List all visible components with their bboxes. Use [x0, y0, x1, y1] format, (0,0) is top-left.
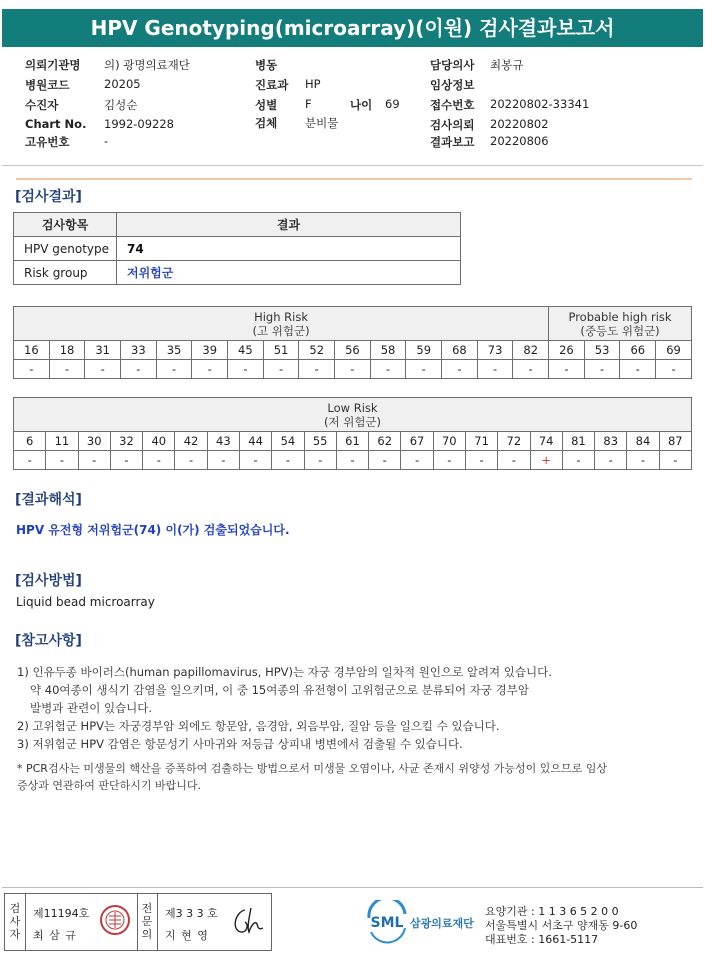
- hospital-code-value: 20205: [104, 77, 141, 91]
- institution-value: 의) 광명의료재단: [104, 58, 190, 72]
- genotype-cell: 33: [121, 341, 157, 360]
- ward-label: 병동: [255, 58, 278, 72]
- high-risk-caption: High Risk (고 위험군): [14, 307, 549, 341]
- method-text: Liquid bead microarray: [16, 595, 155, 609]
- report-title: HPV Genotyping(microarray)(이원) 검사결과보고서: [2, 9, 703, 47]
- genotype-result: -: [207, 451, 239, 470]
- notes-list: [17, 663, 552, 753]
- table-row: [14, 237, 461, 261]
- genotype-cell: 61: [336, 432, 368, 451]
- genotype-result: -: [442, 360, 478, 379]
- genotype-cell: 58: [370, 341, 406, 360]
- genotype-result: -: [192, 360, 228, 379]
- receipt-value: 20220802-33341: [490, 97, 590, 111]
- genotype-cell: 45: [228, 341, 264, 360]
- genotype-result: -: [143, 451, 175, 470]
- genotype-cell: 87: [659, 432, 691, 451]
- genotype-result: -: [175, 451, 207, 470]
- tester-label-cell: [5, 894, 26, 950]
- note-line: 약 40여종이 생식기 감염을 일으키며, 이 중 15여종의 유전형이 고위험군으로 분류되어 자궁 경부암: [30, 683, 529, 697]
- genotype-result: -: [228, 360, 264, 379]
- genotype-cell: 18: [49, 341, 85, 360]
- tester-number: 제11194호: [33, 907, 90, 920]
- svg-text:SML: SML: [370, 915, 404, 931]
- sml-logo-icon: [365, 900, 409, 944]
- genotype-cell: 43: [207, 432, 239, 451]
- doctor-value: 최봉규: [490, 58, 524, 72]
- note-line: 3) 저위험군 HPV 감염은 항문성기 사마귀와 저등급 상피내 병변에서 검출될 수 있습니다.: [17, 737, 463, 751]
- specialist-label-cell: [137, 894, 158, 950]
- genotype-result: -: [14, 451, 46, 470]
- genotype-cell: 56: [335, 341, 371, 360]
- genotype-result: -: [369, 451, 401, 470]
- sex-label: 성별: [255, 98, 278, 112]
- dept-label: 진료과: [255, 78, 289, 92]
- genotype-cell: 44: [239, 432, 271, 451]
- genotype-result: -: [14, 360, 50, 379]
- doctor-label: 담당의사: [430, 58, 475, 72]
- genotype-result: -: [513, 360, 549, 379]
- genotype-result: -: [627, 451, 659, 470]
- unique-value: -: [104, 134, 109, 148]
- genotype-cell: 31: [85, 341, 121, 360]
- genotype-result: -: [304, 451, 336, 470]
- col-result-header: 결과: [117, 213, 461, 237]
- genotype-cell: 84: [627, 432, 659, 451]
- recipient-value: 김성순: [104, 98, 138, 112]
- notes-section-title: [참고사항]: [15, 633, 82, 649]
- genotype-cell: 40: [143, 432, 175, 451]
- genotype-result: -: [156, 360, 192, 379]
- low-risk-grid: [13, 397, 692, 470]
- specimen-value: 분비물: [305, 116, 339, 130]
- genotype-cell: 81: [562, 432, 594, 451]
- request-label: 검사의뢰: [430, 118, 475, 132]
- genotype-cell: 26: [549, 341, 585, 360]
- age-label: 나이: [350, 98, 373, 112]
- genotype-result: -: [465, 451, 497, 470]
- genotype-result: -: [595, 451, 627, 470]
- genotype-cell: 67: [401, 432, 433, 451]
- method-section-title: [검사방법]: [15, 573, 82, 589]
- genotype-cell: 32: [110, 432, 142, 451]
- genotype-cell: 82: [513, 341, 549, 360]
- genotype-cell: 69: [656, 341, 692, 360]
- high-risk-grid: [13, 306, 692, 379]
- genotype-result: -: [433, 451, 465, 470]
- genotype-result: -: [263, 360, 299, 379]
- sex-value: F: [305, 97, 312, 111]
- institution-row: 의뢰기관명: [25, 58, 81, 72]
- genotype-cell: 35: [156, 341, 192, 360]
- genotype-result: -: [299, 360, 335, 379]
- genotype-result: -: [335, 360, 371, 379]
- footer-divider: [2, 887, 703, 888]
- recipient-label: 수진자: [25, 98, 59, 112]
- genotype-result: -: [49, 360, 85, 379]
- genotype-cell: 54: [272, 432, 304, 451]
- chart-value: 1992-09228: [104, 117, 174, 131]
- genotype-result: -: [370, 360, 406, 379]
- genotype-result: -: [272, 451, 304, 470]
- result-item: Risk group: [14, 261, 117, 285]
- note-line: 2) 고위험군 HPV는 자궁경부암 외에도 항문암, 음경암, 외음부암, 질암 등을 일으킬 수 있습니다.: [17, 719, 500, 733]
- genotype-result: -: [78, 451, 110, 470]
- result-value: 저위험군: [117, 261, 461, 285]
- tester-cell: [25, 894, 138, 950]
- tester-label: 검사자: [9, 902, 21, 941]
- request-value: 20220802: [490, 117, 549, 131]
- genotype-result: -: [401, 451, 433, 470]
- genotype-cell: 62: [369, 432, 401, 451]
- genotype-cell: 11: [46, 432, 78, 451]
- org-code: 요양기관 : 1 1 3 6 5 2 0 0: [485, 905, 619, 918]
- low-risk-caption: Low Risk (저 위험군): [14, 398, 692, 432]
- genotype-cell: 51: [263, 341, 299, 360]
- genotype-cell: 73: [477, 341, 513, 360]
- section-divider: [16, 178, 692, 180]
- genotype-result: -: [620, 360, 656, 379]
- receipt-label: 접수번호: [430, 98, 475, 112]
- org-phone: 대표번호 : 1661-5117: [485, 933, 599, 946]
- chart-label: Chart No.: [25, 117, 87, 131]
- report-date-label: 결과보고: [430, 135, 475, 149]
- unique-label: 고유번호: [25, 135, 70, 149]
- genotype-cell: 16: [14, 341, 50, 360]
- genotype-cell: 55: [304, 432, 336, 451]
- hospital-code-label: 병원코드: [25, 78, 70, 92]
- genotype-result: -: [498, 451, 530, 470]
- clinical-label: 임상정보: [430, 78, 475, 92]
- genotype-cell: 70: [433, 432, 465, 451]
- result-table-header: [14, 213, 461, 237]
- genotype-result: -: [46, 451, 78, 470]
- result-value: 74: [117, 237, 461, 261]
- genotype-result: -: [562, 451, 594, 470]
- genotype-result: -: [406, 360, 442, 379]
- result-item: HPV genotype: [14, 237, 117, 261]
- specialist-number: 제3 3 3 호: [165, 907, 218, 920]
- genotype-result: -: [477, 360, 513, 379]
- specialist-label: 전문의: [141, 902, 153, 941]
- genotype-result: -: [659, 451, 691, 470]
- tester-seal-icon: [99, 904, 131, 936]
- probable-high-risk-caption: Probable high risk (중등도 위험군): [549, 307, 692, 341]
- genotype-cell: 72: [498, 432, 530, 451]
- genotype-result: -: [110, 451, 142, 470]
- org-address: 서울특별시 서초구 양재동 9-60: [485, 919, 638, 932]
- signature-icon: [227, 902, 267, 940]
- genotype-cell: 71: [465, 432, 497, 451]
- note-line: 1) 인유두종 바이러스(human papillomavirus, HPV)는 자궁 경부암의 일차적 원인으로 알려져 있습니다.: [17, 665, 552, 679]
- specimen-label: 검체: [255, 116, 278, 130]
- specialist-name: 지 현 영: [165, 929, 209, 942]
- genotype-cell: 6: [14, 432, 46, 451]
- genotype-cell: 52: [299, 341, 335, 360]
- pcr-footnote: * PCR검사는 미생물의 핵산을 증폭하여 검출하는 방법으로서 미생물 오염이나, 사균 존재시 위양성 가능성이 있으므로 임상 증상과 연관하여 판단하시기 바랍니다.: [17, 762, 607, 792]
- genotype-cell: 59: [406, 341, 442, 360]
- genotype-cell: 83: [595, 432, 627, 451]
- genotype-cell: 42: [175, 432, 207, 451]
- genotype-cell: 74: [530, 432, 562, 451]
- genotype-result: -: [656, 360, 692, 379]
- table-row: [14, 261, 461, 285]
- signature-box: [4, 893, 272, 951]
- genotype-cell: 30: [78, 432, 110, 451]
- result-table: [13, 212, 461, 285]
- genotype-result: +: [530, 451, 562, 470]
- genotype-cell: 66: [620, 341, 656, 360]
- header-divider: [2, 165, 703, 166]
- genotype-result: -: [549, 360, 585, 379]
- org-name: 삼광의료재단: [410, 917, 474, 930]
- genotype-cell: 39: [192, 341, 228, 360]
- genotype-result: -: [584, 360, 620, 379]
- note-line: 발병과 관련이 있습니다.: [30, 701, 153, 715]
- age-value: 69: [385, 97, 400, 111]
- interpretation-section-title: [결과해석]: [15, 492, 82, 508]
- tester-name: 최 삼 규: [33, 929, 77, 942]
- genotype-result: -: [239, 451, 271, 470]
- col-item-header: 검사항목: [14, 213, 117, 237]
- genotype-result: -: [85, 360, 121, 379]
- genotype-cell: 53: [584, 341, 620, 360]
- genotype-cell: 68: [442, 341, 478, 360]
- interpretation-text: HPV 유전형 저위험군(74) 이(가) 검출되었습니다.: [16, 523, 290, 537]
- report-date-value: 20220806: [490, 134, 549, 148]
- genotype-result: -: [121, 360, 157, 379]
- result-section-title: [검사결과]: [15, 189, 82, 205]
- dept-value: HP: [305, 77, 321, 91]
- genotype-result: -: [336, 451, 368, 470]
